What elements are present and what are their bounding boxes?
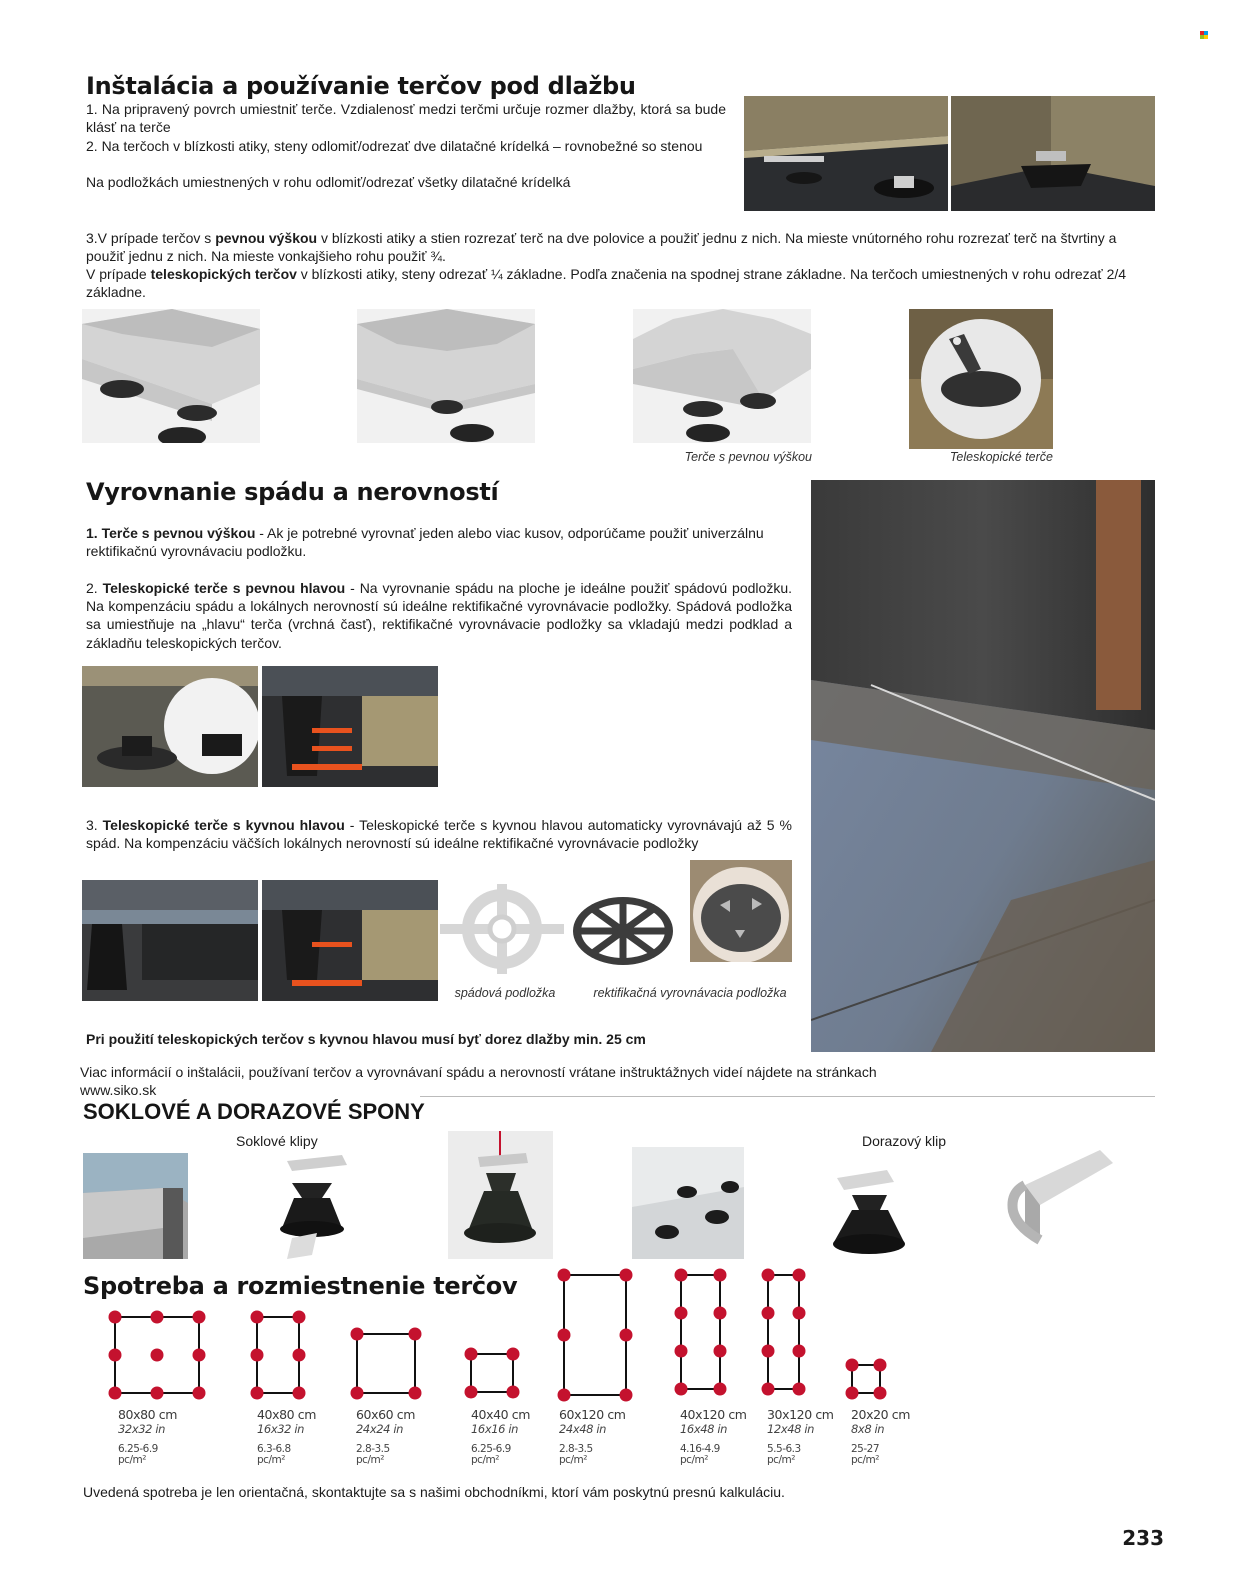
pedestal-marker (793, 1269, 806, 1282)
slope-pad-icon (440, 884, 564, 974)
photo-clips-on-terrace (632, 1147, 744, 1259)
caption-slope-pad: spádová podložka (454, 986, 556, 1000)
divider (420, 1096, 1155, 1097)
pedestal-marker (465, 1386, 478, 1399)
pedestal-marker (151, 1387, 164, 1400)
layout-inch: 16x32 in (257, 1422, 305, 1436)
install-step-3-bold: pevnou výškou (215, 230, 318, 246)
layout-frame (257, 1317, 299, 1393)
install-telescopic-bold: teleskopických terčov (150, 266, 297, 282)
photo-stop-clip-pedestal (822, 1160, 914, 1266)
pedestal-marker (465, 1348, 478, 1361)
pedestal-marker (793, 1383, 806, 1396)
leveling-step-1-text: - Ak je potrebné vyrovnať jeden alebo viac kusov, odporúčame použiť univerzálnu rektifikačnú vyrovnávaciu podložku. (86, 525, 764, 560)
layout-frame (852, 1365, 880, 1393)
layout-unit: pc/m² (471, 1454, 499, 1466)
pedestal-marker (293, 1387, 306, 1400)
pedestal-marker (251, 1387, 264, 1400)
illustration-pedestal-quarter (357, 309, 535, 443)
layout-frame (357, 1334, 415, 1393)
photo-skirting-installed (83, 1153, 188, 1259)
install-step-3-rest: v blízkosti atiky a stien rozrezať terč na dve polovice a použiť jednu z nich. Na mieste vnútorného rohu rozrezať terč na štvrtiny a použiť jednu z nich. Na mieste vonkajšieho rohu použiť ¾. (86, 230, 1117, 265)
pedestal-marker (714, 1383, 727, 1396)
layout-label-20x20 (851, 1407, 910, 1466)
layout-label-40x120 (680, 1407, 747, 1466)
layout-label-40x40 (471, 1407, 530, 1466)
illustration-pedestal-three-quarter (633, 309, 811, 443)
pedestal-marker (714, 1345, 727, 1358)
layout-unit: pc/m² (356, 1454, 384, 1466)
install-telescopic-rest: v blízkosti atiky, steny odrezať ¼ základne. Podľa značenia na spodnej strane základne. Na terčoch umiestnených v rohu odrezať 2/4 základne. (86, 266, 1127, 301)
install-step-corner: Na podložkách umiestnených v rohu odlomiť/odrezať všetky dilatačné krídelká (86, 174, 571, 190)
pedestal-marker (675, 1345, 688, 1358)
layout-inch: 16x48 in (680, 1422, 728, 1436)
pedestal-marker (251, 1311, 264, 1324)
caption-fixed-height: Terče s pevnou výškou (684, 450, 812, 464)
consumption-disclaimer: Uvedená spotreba je len orientačná, skontaktujte sa s našimi obchodníkmi, ktorí vám poskytnú presnú kalkuláciu. (83, 1484, 785, 1500)
layout-consumption: 6.3-6.8 (257, 1443, 291, 1455)
layout-frame (681, 1275, 720, 1389)
pedestal-marker (409, 1328, 422, 1341)
leveling-step-1 (86, 524, 792, 560)
pedestal-marker (762, 1345, 775, 1358)
layout-unit: pc/m² (767, 1454, 795, 1466)
pedestal-marker (351, 1328, 364, 1341)
layout-consumption: 2.8-3.5 (559, 1443, 593, 1455)
illustration-pedestal-half (82, 309, 260, 443)
pedestal-marker (675, 1269, 688, 1282)
install-telescopic-text: V prípade (86, 266, 151, 282)
pedestal-marker (762, 1383, 775, 1396)
pedestal-marker (507, 1348, 520, 1361)
layout-inch: 16x16 in (471, 1422, 519, 1436)
photo-skirting-clip-pedestal (262, 1153, 362, 1259)
layout-unit: pc/m² (559, 1454, 587, 1466)
rectifying-pad-icon (570, 895, 676, 967)
leveling-step-1-bold: 1. Terče s pevnou výškou (86, 525, 256, 541)
pedestal-marker (793, 1345, 806, 1358)
layout-unit: pc/m² (851, 1454, 879, 1466)
pedestal-marker (151, 1311, 164, 1324)
pedestal-marker (293, 1311, 306, 1324)
install-step-telescopic (86, 265, 1136, 301)
pedestal-marker (251, 1349, 264, 1362)
page-number: 233 (1122, 1526, 1164, 1550)
section-title-installation: Inštalácia a používanie terčov pod dlažbu (86, 72, 636, 100)
layout-inch: 8x8 in (851, 1422, 885, 1436)
layout-size: 40x80 cm (257, 1407, 317, 1422)
caption-rectifying-pad: rektifikačná vyrovnávacia podložka (593, 986, 787, 1000)
pedestal-marker (409, 1387, 422, 1400)
pedestal-marker (351, 1387, 364, 1400)
layout-label-60x60 (356, 1407, 415, 1466)
layout-inch: 24x24 in (356, 1422, 404, 1436)
pedestal-marker (762, 1307, 775, 1320)
layout-label-60x120 (559, 1407, 626, 1466)
leveling-step-3-bold: Teleskopické terče s kyvnou hlavou (102, 817, 345, 833)
photo-telescopic-fixed-head (262, 666, 438, 787)
leveling-step-3-text: - Teleskopické terče s kyvnou hlavou automaticky vyrovnávajú až 5 % spád. Na kompenzáciu väčších lokálnych nerovností sú ideálne rektifikačné vyrovnávacie podložky (86, 817, 792, 852)
photo-telescopic-cut-base (909, 309, 1053, 449)
photo-pad-closeup (690, 860, 792, 962)
leveling-step-2-text: - Na vyrovnanie spádu na ploche je ideálne použiť spádovú podložku. Na kompenzáciu spádu a lokálnych nerovností sú ideálne rektifikačné vyrovnávacie podložky. Spádová podložka sa umiestňuje na „hlavu“ terča (vrchná časť), rektifikačné vyrovnávacie podložky sa vkladajú medzi podklad a základňu teleskopických terčov. (86, 580, 792, 651)
label-skirting-clips: Soklové klipy (236, 1133, 318, 1149)
pedestal-marker (109, 1311, 122, 1324)
layout-inch: 12x48 in (767, 1422, 815, 1436)
caption-telescopic: Teleskopické terče (949, 450, 1053, 464)
layout-consumption: 5.5-6.3 (767, 1443, 801, 1455)
layout-size: 60x60 cm (356, 1407, 416, 1422)
pedestal-marker (675, 1307, 688, 1320)
more-info-text: Viac informácií o inštalácii, používaní terčov a vyrovnávaní spádu a nerovností vrátane inštruktážnych videí nájdete na stránkach www.siko.sk (80, 1064, 877, 1099)
photo-tilting-head-leveling-pads (262, 880, 438, 1001)
layout-unit: pc/m² (257, 1454, 285, 1466)
layout-size: 60x120 cm (559, 1407, 626, 1422)
layout-size: 20x20 cm (851, 1407, 911, 1422)
section-title-leveling: Vyrovnanie spádu a nerovností (86, 478, 499, 506)
layout-consumption: 4.16-4.9 (680, 1443, 720, 1455)
pedestal-marker (193, 1311, 206, 1324)
photo-terrace-tiles (811, 480, 1155, 1052)
install-step-3-text: 3.V prípade terčov s (86, 230, 216, 246)
logo-icon (1200, 31, 1208, 39)
layout-unit: pc/m² (680, 1454, 708, 1466)
pedestal-marker (714, 1269, 727, 1282)
photo-fixed-pedestal-leveling (82, 666, 258, 787)
pedestal-marker (109, 1387, 122, 1400)
layout-label-30x120 (767, 1407, 834, 1466)
leveling-step-2-num: 2. (86, 580, 103, 596)
photo-pedestal-corner (951, 96, 1155, 211)
section-title-consumption: Spotreba a rozmiestnenie terčov (83, 1272, 518, 1300)
pedestal-marker (762, 1269, 775, 1282)
layout-consumption: 2.8-3.5 (356, 1443, 390, 1455)
layout-inch: 32x32 in (118, 1422, 166, 1436)
pedestal-marker (846, 1359, 859, 1372)
leveling-step-2 (86, 579, 792, 652)
install-step-1: 1. Na pripravený povrch umiestniť terče. Vzdialenosť medzi terčmi určuje rozmer dlažby, ktorá sa bude klásť na terče (86, 101, 726, 136)
layout-consumption: 6.25-6.9 (118, 1443, 158, 1455)
leveling-step-3 (86, 816, 792, 852)
pedestal-marker (675, 1383, 688, 1396)
section-title-clips: SOKLOVÉ A DORAZOVÉ SPONY (83, 1099, 425, 1124)
layout-consumption: 25-27 (851, 1443, 880, 1455)
photo-stop-clip (1005, 1145, 1115, 1255)
layout-label-40x80 (257, 1407, 316, 1466)
layout-size: 40x120 cm (680, 1407, 747, 1422)
pedestal-marker (507, 1386, 520, 1399)
pedestal-marker (620, 1389, 633, 1402)
pedestal-marker (558, 1329, 571, 1342)
pedestal-marker (620, 1329, 633, 1342)
pedestal-marker (193, 1349, 206, 1362)
layout-frame (471, 1354, 513, 1392)
leveling-step-2-bold: Teleskopické terče s pevnou hlavou (102, 580, 346, 596)
pedestal-marker (793, 1307, 806, 1320)
leveling-step-3-num: 3. (86, 817, 103, 833)
layout-size: 40x40 cm (471, 1407, 531, 1422)
note-min-cut: Pri použití teleskopických terčov s kyvnou hlavou musí byť dorez dlažby min. 25 cm (86, 1031, 646, 1047)
pedestal-marker (293, 1349, 306, 1362)
layout-label-80x80 (118, 1407, 177, 1466)
layout-frame (115, 1317, 199, 1393)
pedestal-marker (846, 1387, 859, 1400)
photo-tilting-head-pedestal (82, 880, 258, 1001)
pedestal-marker (714, 1307, 727, 1320)
layout-frame (768, 1275, 799, 1389)
pedestal-marker (151, 1349, 164, 1362)
label-stop-clip: Dorazový klip (862, 1133, 947, 1149)
layout-consumption: 6.25-6.9 (471, 1443, 511, 1455)
install-step-2: 2. Na terčoch v blízkosti atiky, steny odlomiť/odrezať dve dilatačné krídelká – rovnobežné so stenou (86, 138, 703, 154)
pedestal-marker (874, 1359, 887, 1372)
photo-pedestals-near-wall (744, 96, 948, 211)
photo-clip-assembly (448, 1131, 553, 1259)
pedestal-marker (109, 1349, 122, 1362)
pedestal-marker (558, 1389, 571, 1402)
install-step-3 (86, 229, 1136, 265)
pedestal-marker (620, 1269, 633, 1282)
layout-unit: pc/m² (118, 1454, 146, 1466)
pedestal-marker (193, 1387, 206, 1400)
layout-size: 80x80 cm (118, 1407, 178, 1422)
pedestal-marker (874, 1387, 887, 1400)
layout-size: 30x120 cm (767, 1407, 834, 1422)
layout-inch: 24x48 in (559, 1422, 607, 1436)
